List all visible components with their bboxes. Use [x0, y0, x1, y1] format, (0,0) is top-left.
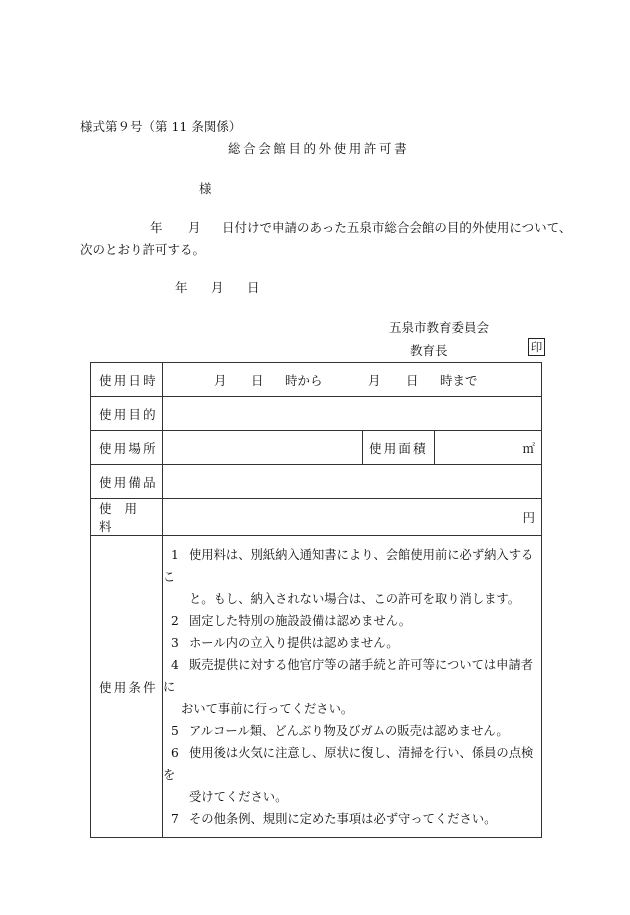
issue-year: 年: [175, 280, 188, 295]
purpose-field[interactable]: [163, 397, 542, 431]
body-month: 月: [188, 220, 201, 235]
row-usage-datetime: [91, 363, 542, 397]
row-fee: [91, 499, 542, 536]
location-label: 使用場所: [91, 431, 163, 465]
condition-item: 1 使用料は、別紙納入通知書により、会館使用前に必ず納入するこ: [163, 548, 534, 584]
condition-item: 2 固定した特別の施設設備は認めません。: [171, 614, 412, 628]
equipment-label: 使用備品: [91, 465, 163, 499]
document-title: 総合会館目的外使用許可書: [228, 141, 410, 156]
area-unit: ㎡: [522, 440, 535, 456]
row-location: [91, 431, 542, 465]
conditions-field: [163, 536, 542, 838]
condition-item-continuation: おいて事前に行ってください。: [181, 702, 354, 716]
area-field[interactable]: [435, 431, 542, 465]
condition-item: 5 アルコール類、どんぶり物及びガムの販売は認めません。: [171, 724, 509, 738]
location-field[interactable]: [163, 431, 363, 465]
permit-table: [90, 362, 542, 838]
conditions-label: 使用条件: [91, 536, 163, 838]
usage-datetime-label: 使用日時: [91, 363, 163, 397]
seal-mark: 印: [528, 338, 545, 356]
fee-label: 使用料: [91, 499, 163, 536]
purpose-label: 使用目的: [91, 397, 163, 431]
condition-item-continuation: と。もし、納入されない場合は、この許可を取り消します。: [189, 592, 521, 606]
body-line1-rest: 日付けで申請のあった五泉市総合会館の目的外使用について、: [222, 220, 572, 235]
body-year: 年: [150, 220, 163, 235]
row-conditions: [91, 536, 542, 838]
dt-month-to: 月: [368, 372, 381, 388]
issue-month: 月: [211, 280, 224, 295]
fee-unit: 円: [522, 510, 535, 525]
dt-hour-from: 時から: [285, 372, 323, 388]
body-line-1: [150, 218, 571, 236]
form-number: 様式第９号（第 11 条関係）: [80, 119, 242, 134]
usage-datetime-field[interactable]: [163, 363, 542, 397]
conditions-list: [163, 536, 541, 837]
dt-day-to: 日: [406, 372, 419, 388]
issuer-organization: 五泉市教育委員会: [389, 320, 490, 335]
issuer-title: 教育長: [410, 343, 448, 358]
body-line-2: 次のとおり許可する。: [80, 242, 206, 257]
row-purpose: [91, 397, 542, 431]
issue-day: 日: [247, 280, 260, 295]
addressee-suffix: 様: [199, 181, 212, 196]
condition-item: 3 ホール内の立入り提供は認めません。: [171, 636, 399, 650]
equipment-field[interactable]: [163, 465, 542, 499]
dt-month-from: 月: [214, 372, 227, 388]
condition-item: 6 使用後は火気に注意し、原状に復し、清掃を行い、係員の点検を: [163, 746, 534, 782]
condition-item: 7 その他条例、規則に定めた事項は必ず守ってください。: [171, 812, 497, 826]
fee-field[interactable]: [163, 499, 542, 536]
area-label: 使用面積: [363, 431, 435, 465]
row-equipment: [91, 465, 542, 499]
issue-date: [175, 278, 260, 296]
condition-item: 4 販売提供に対する他官庁等の諸手続と許可等については申請者に: [163, 658, 534, 694]
dt-hour-to: 時まで: [440, 372, 478, 388]
condition-item-continuation: 受けてください。: [189, 790, 288, 804]
dt-day-from: 日: [251, 372, 264, 388]
